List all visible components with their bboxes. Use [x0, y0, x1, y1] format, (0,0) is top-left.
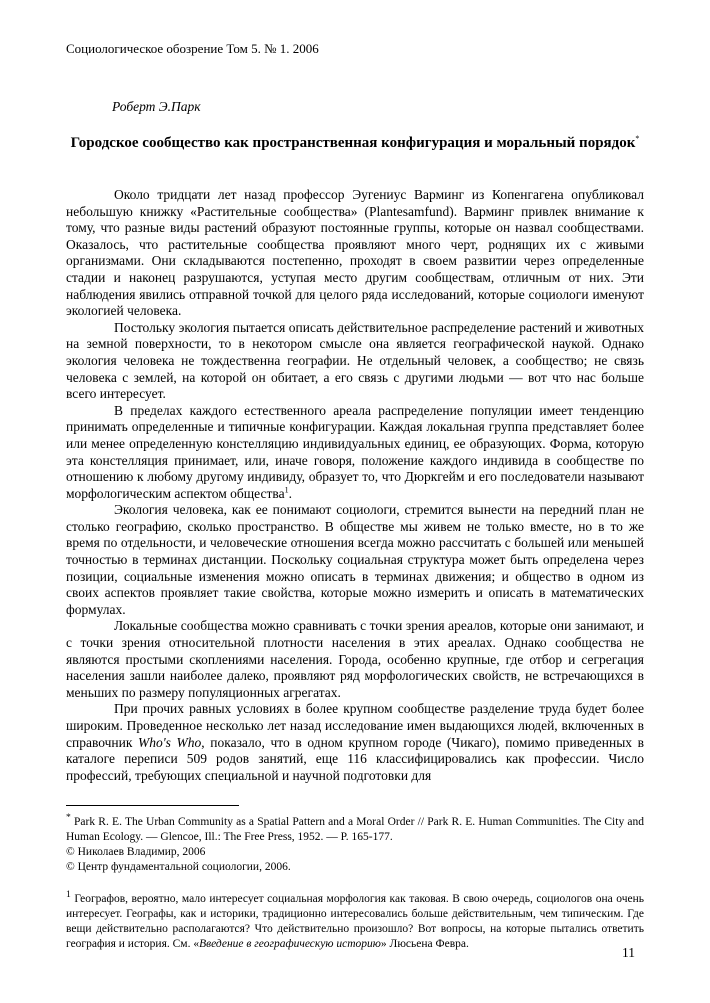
paragraph-3-text: В пределах каждого естественного ареала распределение популяции имеет тенденцию принимать определенные и типичные конфигурации. Каждая локальная группа представляет более или менее определенную констелляцию индивидуальных единиц, ее образующих. Форма, которую эта констелляция принимает, или, иначе говоря, положение каждого индивида в сообществе по отношению к любому другому индивиду, образует то, что Дюркгейм и его последователи называют морфологическим аспектом общества — [66, 402, 644, 501]
whos-who-title: Who's Who — [138, 734, 202, 750]
footnote-1 — [66, 887, 644, 952]
paragraph-5: Локальные сообщества можно сравнивать с точки зрения ареалов, которые они занимают, и с точки зрения относительной плотности населения в этих ареалах. Однако сообщества не являются простыми скоплениями населения. Города, особенно крупные, где отбор и сегрегация населения зашли наиболее далеко, проявляют ряд морфологических свойств, не встречающихся в меньших по размеру популяционных агрегатах. — [66, 618, 644, 700]
paragraph-4: Экология человека, как ее понимают социологи, стремится вынести на передний план не столько географию, сколько пространство. В обществе мы живем не только вместе, но в то же время по отдельности, и человеческие отношения всегда можно рассчитать с большей или меньшей точностью в терминах дистанции. Поскольку социальная структура может быть определена через позиции, социальные изменения можно описать в терминах движения; и общество в одном из своих аспектов проявляет такие свойства, которые можно измерить и описать в математических формулах. — [66, 502, 644, 617]
paragraph-2: Постольку экология пытается описать действительное распределение растений и животных на земной поверхности, то в некотором смысле она является географической наукой. Однако экология человека не тождественна географии. Не отдельный человек, а сообщество; не связь человека с землей, на которой он обитает, а его связь с другими людьми — вот что нас больше всего интересует. — [66, 319, 644, 402]
footnote-gap — [66, 875, 644, 887]
footnote-star-mark: * — [66, 812, 71, 823]
paragraph-1: Около тридцати лет назад профессор Эугениус Варминг из Копенгагена опубликовал небольшую книжку «Растительные сообщества» (Plantesamfund). Варминг привлек внимание к тому, что разные виды растений образуют постоянные группы, которые он назвал сообществами. Оказалось, что растительные сообщества проявляют много черт, роднящих их с живыми организмами. Они складываются постепенно, проходят в своем развитии через определенные стадии и наконец разрушаются, уступая место другим сообществам, отличным от них. Эти наблюдения явились отправной точкой для целого ряда исследований, которые социологи именуют экологией человека. — [66, 187, 644, 319]
febvre-book-title: Введение в географическую историю — [199, 937, 381, 950]
footnote-1-mark: 1 — [66, 888, 71, 900]
paragraph-6 — [66, 701, 644, 784]
footnote-1-text: Географов, вероятно, мало интересует социальная морфология как таковая. В свою очередь, социологов она очень интересует. Географы, как и историки, традиционно интересовались больше действительным, чем типическим. Где вещи действительно располагаются? Что действительно произошло? Вот вопросы, на которые пытались ответить география и история. См. « — [66, 892, 645, 950]
footnote-ref-1[interactable]: 1 — [284, 485, 289, 495]
footnote-separator — [66, 805, 239, 806]
footnote-star — [66, 810, 644, 845]
article-title — [66, 133, 644, 153]
page-number: 11 — [622, 945, 635, 960]
article-title-text: Городское сообщество как пространственная конфигурация и моральный порядок — [70, 135, 636, 151]
paragraph-6-start: При прочих равных условиях в более крупном сообществе разделение труда будет более широким. Проведенное несколько лет назад исследование имен выдающихся людей, включенных в справочник — [66, 701, 644, 750]
footnote-copyright-center: © Центр фундаментальной социологии, 2006. — [66, 860, 291, 873]
article-author: Роберт Э.Парк — [112, 99, 201, 114]
footnote-star-text: Park R. E. The Urban Community as a Spatial Pattern and a Moral Order // Park R. E. Human Communities. The City and Human Ecology. — Glencoe, Ill.: The Free Press, 1952. — P. 165-177. — [66, 815, 645, 843]
title-footnote-mark: * — [635, 134, 640, 143]
journal-header: Социологическое обозрение Том 5. № 1. 2006 — [66, 41, 319, 56]
paragraph-3 — [66, 403, 644, 503]
paragraph-6-end: , показало, что в одном крупном городе (Чикаго), помимо приведенных в каталоге переписи 509 родов занятий, еще 116 классифицировались как профессии. Число профессий, требующих специальной и научной подготовки для — [66, 734, 644, 783]
footnote-copyright-translator: © Николаев Владимир, 2006 — [66, 845, 206, 858]
article-body — [66, 187, 644, 784]
paragraph-3-end: . — [288, 485, 292, 501]
footnotes — [66, 810, 644, 952]
footnote-1-end: » Люсьена Февра. — [380, 937, 469, 950]
